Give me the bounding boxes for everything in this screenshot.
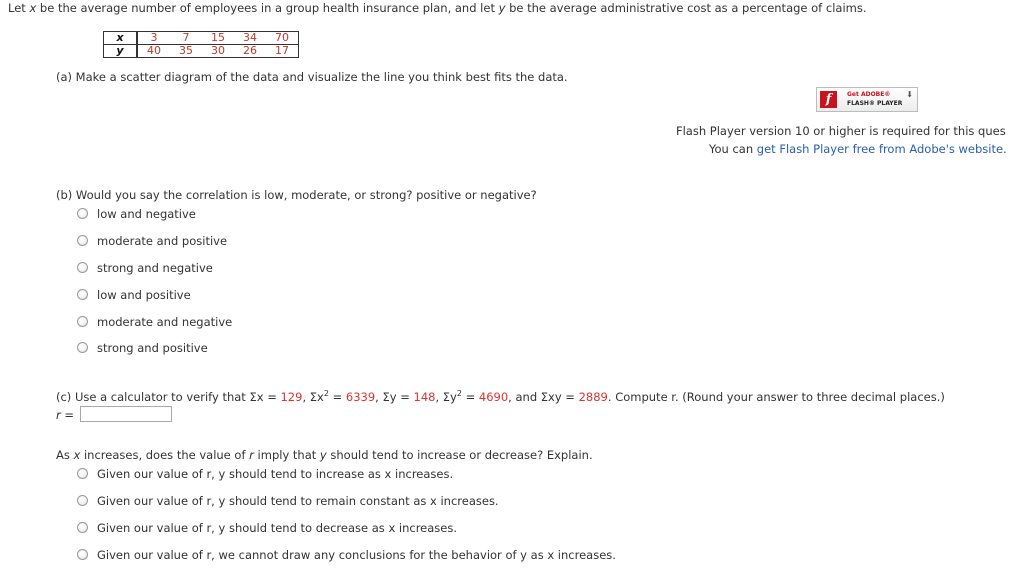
radio-b-option-2[interactable] [77, 235, 88, 246]
option-label: moderate and negative [97, 315, 233, 329]
option-label: strong and negative [97, 261, 213, 275]
table-header-x: x [104, 32, 138, 45]
radio-d-option-1[interactable] [77, 468, 88, 479]
option-label: low and positive [97, 288, 191, 302]
r-label: r = [56, 408, 75, 422]
table-header-y: y [104, 45, 138, 58]
data-table [103, 31, 299, 58]
option-label: moderate and positive [97, 234, 228, 248]
option-label: Given our value of r, y should tend to remain constant as x increases. [97, 494, 499, 508]
get-flash-button[interactable]: f Get ADOBE® FLASH® PLAYER ⬇ [816, 87, 918, 112]
part-c-question: (c) Use a calculator to verify that Σx = 129, $\Sigma x^2 = 6339$, Σy = 148, $\Sigma y^2 = 4690$, and Σxy = 2889. Compute r. (Round your answer to three decimal places.) [56, 389, 945, 404]
part-a-question: (a) Make a scatter diagram of the data and visualize the line you think best fits the data. [56, 70, 568, 84]
table-cell: 26 [234, 45, 266, 58]
radio-d-option-4[interactable] [77, 549, 88, 560]
radio-d-option-2[interactable] [77, 495, 88, 506]
table-row-y [104, 45, 299, 58]
option-label: Given our value of r, y should tend to decrease as x increases. [97, 521, 458, 535]
download-icon: ⬇ [906, 90, 913, 99]
table-cell: 17 [266, 45, 299, 58]
r-input[interactable] [80, 406, 172, 422]
flash-link-line: You can get Flash Player free from Adobe's website. [709, 142, 1007, 156]
table-cell: 30 [202, 45, 234, 58]
table-cell: 40 [137, 45, 170, 58]
part-b-question: (b) Would you say the correlation is low, moderate, or strong? positive or negative? [56, 188, 537, 202]
option-label: low and negative [97, 207, 196, 221]
radio-b-option-4[interactable] [77, 289, 88, 300]
table-cell: 35 [170, 45, 202, 58]
radio-d-option-3[interactable] [77, 522, 88, 533]
table-cell: 70 [266, 32, 299, 45]
part-d-question: As x increases, does the value of r imply that y should tend to increase or decrease? Explain. [56, 448, 593, 462]
radio-b-option-6[interactable] [77, 342, 88, 353]
radio-b-option-3[interactable] [77, 262, 88, 273]
table-cell: 34 [234, 32, 266, 45]
radio-b-option-1[interactable] [77, 208, 88, 219]
option-label: Given our value of r, we cannot draw any conclusions for the behavior of y as x increases. [97, 548, 616, 562]
table-cell: 7 [170, 32, 202, 45]
table-cell: 3 [137, 32, 170, 45]
flash-logo-icon: f [820, 91, 837, 108]
option-label: strong and positive [97, 341, 208, 355]
option-label: Given our value of r, y should tend to increase as x increases. [97, 467, 454, 481]
table-cell: 15 [202, 32, 234, 45]
radio-b-option-5[interactable] [77, 316, 88, 327]
flash-note: Flash Player version 10 or higher is required for this ques [676, 124, 1006, 138]
get-flash-link[interactable]: get Flash Player free from Adobe's website. [756, 142, 1007, 156]
intro-text: Let x be the average number of employees in a group health insurance plan, and let y be the average administrative cost as a percentage of claims. [8, 1, 867, 15]
table-row-x [104, 32, 299, 45]
